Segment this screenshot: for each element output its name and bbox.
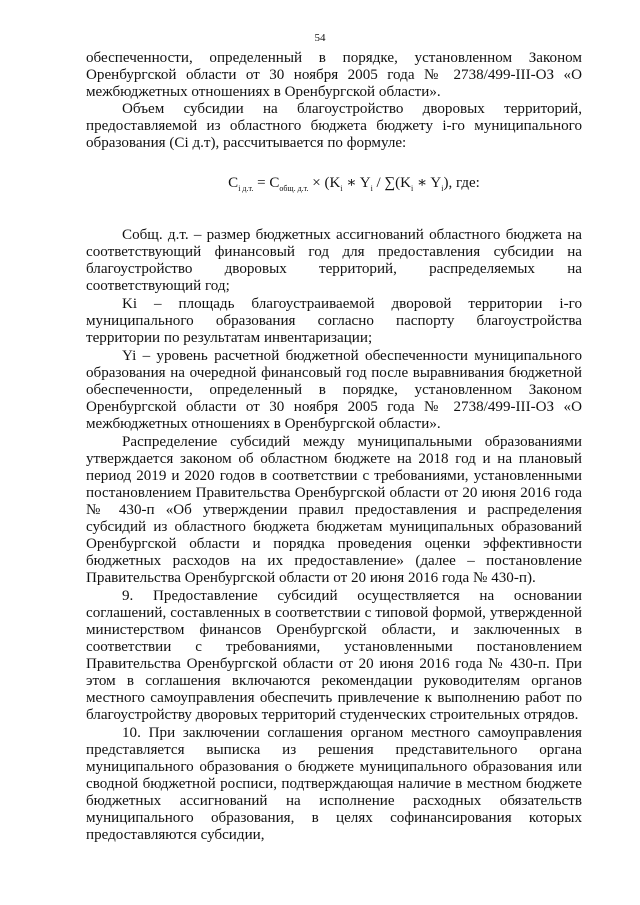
document-body bbox=[86, 50, 582, 844]
definition-ki: Ki – площадь благоустраиваемой дворовой территории i-го муниципального образования согласно паспорту благоустройства территории по результатам инвентаризации; bbox=[86, 296, 582, 346]
definition-c-total: Cобщ. д.т. – размер бюджетных ассигнований областного бюджета на соответствующий финансовый год для предоставления субсидии на благоустройство дворовых территорий, распределяемых на соответствующий год; bbox=[86, 227, 582, 294]
paragraph-item-9: 9. Предоставление субсидий осуществляется на основании соглашений, составленных в соответствии с типовой формой, утвержденной министерством финансов Оренбургской области, и заключенных в соответствии с требованиями, установленными постановлением Правительства Оренбургской области от 20 июня 2016 года № 430-п. При этом в соглашения включаются рекомендации руководителям органов местного самоуправления обеспечить привлечение к выполнению работ по благоустройству дворовых территорий студенческих строительных отрядов. bbox=[86, 588, 582, 723]
page-number: 54 bbox=[314, 32, 326, 44]
subsidy-formula: $C_{i д.т.} = C_{общ. д.т.} \times (K_i$ ∗ $Y_i / \sum(K_i$ ∗ $Y_i$), где: bbox=[228, 175, 480, 193]
paragraph-distribution: Распределение субсидий между муниципальными образованиями утверждается законом об областном бюджете на 2018 год и на плановый период 2019 и 2020 годов в соответствии с требованиями, установленными постановлением Правительства Оренбургской области от 20 июня 2016 года № 430-п «Об утверждении правил предоставления и распределения субсидий из областного бюджета бюджетам муниципальных образований Оренбургской области и порядка проведения оценки эффективности бюджетных расходов на их предоставление» (далее – постановление Правительства Оренбургской области от 20 июня 2016 года № 430-п). bbox=[86, 434, 582, 586]
paragraph-subsidy-volume: Объем субсидии на благоустройство дворовых территорий, предоставляемой из областного бюджета бюджету i-го муниципального образования (Ci д.т), рассчитывается по формуле: bbox=[86, 101, 582, 151]
paragraph-continuation: обеспеченности, определенный в порядке, установленном Законом Оренбургской области от 30 ноября 2005 года № 2738/499-III-ОЗ «О межбюджетных отношениях в Оренбургской области». bbox=[86, 50, 582, 100]
definition-yi: Yi – уровень расчетной бюджетной обеспеченности муниципального образования на очередной финансовый год после выравнивания бюджетной обеспеченности, определенный в порядке, установленном Законом Оренбургской области от 30 ноября 2005 года № 2738/499-III-ОЗ «О межбюджетных отношениях в Оренбургской области». bbox=[86, 348, 582, 432]
paragraph-item-10: 10. При заключении соглашения органом местного самоуправления представляется выписка из решения представительного органа муниципального образования о бюджете муниципального образования или сводной бюджетной росписи, подтверждающая наличие в местном бюджете бюджетных ассигнований на исполнение расходных обязательств муниципального образования, в целях софинансирования которых предоставляются субсидии, bbox=[86, 725, 582, 843]
